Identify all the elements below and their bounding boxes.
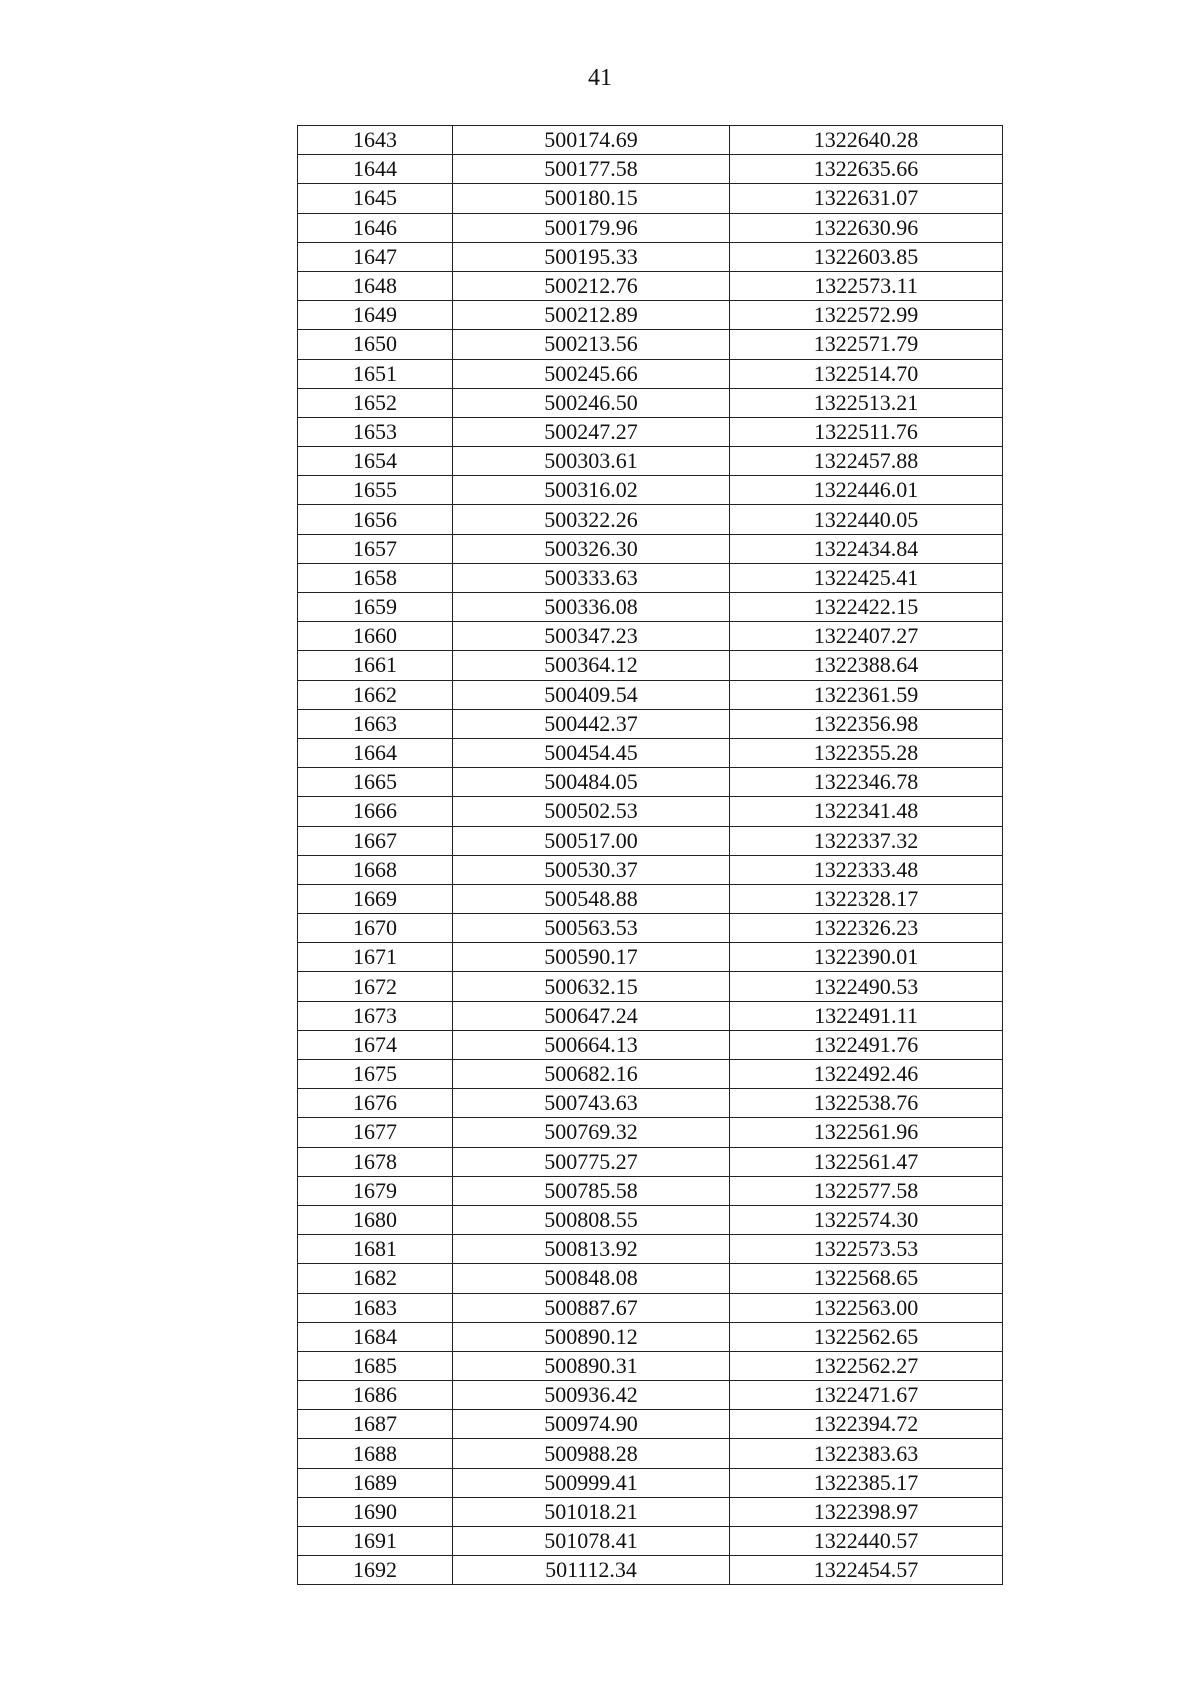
table-row (298, 1439, 1003, 1468)
point-number-cell: 1679 (298, 1176, 453, 1205)
point-number-cell: 1678 (298, 1147, 453, 1176)
table-row (298, 768, 1003, 797)
point-number-cell: 1658 (298, 563, 453, 592)
y-coordinate-cell: 1322492.46 (730, 1060, 1003, 1089)
table-row (298, 972, 1003, 1001)
point-number-cell: 1649 (298, 301, 453, 330)
y-coordinate-cell: 1322603.85 (730, 242, 1003, 271)
y-coordinate-cell: 1322361.59 (730, 680, 1003, 709)
y-coordinate-cell: 1322440.57 (730, 1527, 1003, 1556)
y-coordinate-cell: 1322640.28 (730, 126, 1003, 155)
y-coordinate-cell: 1322434.84 (730, 534, 1003, 563)
table-row (298, 1264, 1003, 1293)
x-coordinate-cell: 500322.26 (453, 505, 730, 534)
x-coordinate-cell: 500180.15 (453, 184, 730, 213)
x-coordinate-cell: 500364.12 (453, 651, 730, 680)
point-number-cell: 1683 (298, 1293, 453, 1322)
x-coordinate-cell: 500212.89 (453, 301, 730, 330)
x-coordinate-cell: 500890.31 (453, 1351, 730, 1380)
x-coordinate-cell: 500213.56 (453, 330, 730, 359)
x-coordinate-cell: 500177.58 (453, 155, 730, 184)
x-coordinate-cell: 500502.53 (453, 797, 730, 826)
x-coordinate-cell: 500808.55 (453, 1205, 730, 1234)
x-coordinate-cell: 500409.54 (453, 680, 730, 709)
table-row (298, 797, 1003, 826)
table-row (298, 534, 1003, 563)
point-number-cell: 1667 (298, 826, 453, 855)
point-number-cell: 1684 (298, 1322, 453, 1351)
table-row (298, 709, 1003, 738)
x-coordinate-cell: 500484.05 (453, 768, 730, 797)
y-coordinate-cell: 1322471.67 (730, 1381, 1003, 1410)
point-number-cell: 1661 (298, 651, 453, 680)
x-coordinate-cell: 500813.92 (453, 1235, 730, 1264)
point-number-cell: 1670 (298, 914, 453, 943)
point-number-cell: 1690 (298, 1497, 453, 1526)
table-row (298, 680, 1003, 709)
y-coordinate-cell: 1322385.17 (730, 1468, 1003, 1497)
table-row (298, 1176, 1003, 1205)
table-row (298, 884, 1003, 913)
table-row (298, 1089, 1003, 1118)
y-coordinate-cell: 1322577.58 (730, 1176, 1003, 1205)
point-number-cell: 1672 (298, 972, 453, 1001)
point-number-cell: 1651 (298, 359, 453, 388)
y-coordinate-cell: 1322562.65 (730, 1322, 1003, 1351)
y-coordinate-cell: 1322457.88 (730, 447, 1003, 476)
x-coordinate-cell: 500647.24 (453, 1001, 730, 1030)
table-row (298, 126, 1003, 155)
table-row (298, 1147, 1003, 1176)
y-coordinate-cell: 1322341.48 (730, 797, 1003, 826)
point-number-cell: 1643 (298, 126, 453, 155)
point-number-cell: 1685 (298, 1351, 453, 1380)
y-coordinate-cell: 1322394.72 (730, 1410, 1003, 1439)
point-number-cell: 1644 (298, 155, 453, 184)
x-coordinate-cell: 500590.17 (453, 943, 730, 972)
table-row (298, 447, 1003, 476)
x-coordinate-cell: 500195.33 (453, 242, 730, 271)
point-number-cell: 1647 (298, 242, 453, 271)
y-coordinate-cell: 1322538.76 (730, 1089, 1003, 1118)
x-coordinate-cell: 500212.76 (453, 271, 730, 300)
y-coordinate-cell: 1322561.96 (730, 1118, 1003, 1147)
point-number-cell: 1650 (298, 330, 453, 359)
y-coordinate-cell: 1322446.01 (730, 476, 1003, 505)
y-coordinate-cell: 1322356.98 (730, 709, 1003, 738)
point-number-cell: 1653 (298, 417, 453, 446)
x-coordinate-cell: 500517.00 (453, 826, 730, 855)
point-number-cell: 1691 (298, 1527, 453, 1556)
x-coordinate-cell: 500887.67 (453, 1293, 730, 1322)
x-coordinate-cell: 501018.21 (453, 1497, 730, 1526)
x-coordinate-cell: 500890.12 (453, 1322, 730, 1351)
point-number-cell: 1664 (298, 738, 453, 767)
table-row (298, 622, 1003, 651)
y-coordinate-cell: 1322337.32 (730, 826, 1003, 855)
point-number-cell: 1665 (298, 768, 453, 797)
table-row (298, 1205, 1003, 1234)
point-number-cell: 1659 (298, 593, 453, 622)
table-row (298, 1030, 1003, 1059)
point-number-cell: 1657 (298, 534, 453, 563)
y-coordinate-cell: 1322440.05 (730, 505, 1003, 534)
y-coordinate-cell: 1322568.65 (730, 1264, 1003, 1293)
x-coordinate-cell: 500174.69 (453, 126, 730, 155)
y-coordinate-cell: 1322454.57 (730, 1556, 1003, 1585)
table-row (298, 359, 1003, 388)
table-row (298, 826, 1003, 855)
table-row (298, 1322, 1003, 1351)
table-row (298, 184, 1003, 213)
point-number-cell: 1655 (298, 476, 453, 505)
y-coordinate-cell: 1322328.17 (730, 884, 1003, 913)
x-coordinate-cell: 501078.41 (453, 1527, 730, 1556)
x-coordinate-cell: 500999.41 (453, 1468, 730, 1497)
x-coordinate-cell: 500336.08 (453, 593, 730, 622)
x-coordinate-cell: 500530.37 (453, 855, 730, 884)
x-coordinate-cell: 500548.88 (453, 884, 730, 913)
y-coordinate-cell: 1322571.79 (730, 330, 1003, 359)
x-coordinate-cell: 500442.37 (453, 709, 730, 738)
y-coordinate-cell: 1322635.66 (730, 155, 1003, 184)
point-number-cell: 1668 (298, 855, 453, 884)
table-row (298, 1293, 1003, 1322)
page-number: 41 (588, 65, 612, 91)
coordinates-table (297, 125, 1003, 1585)
x-coordinate-cell: 501112.34 (453, 1556, 730, 1585)
point-number-cell: 1645 (298, 184, 453, 213)
y-coordinate-cell: 1322333.48 (730, 855, 1003, 884)
table-row (298, 1497, 1003, 1526)
y-coordinate-cell: 1322390.01 (730, 943, 1003, 972)
x-coordinate-cell: 500664.13 (453, 1030, 730, 1059)
y-coordinate-cell: 1322513.21 (730, 388, 1003, 417)
table-row (298, 213, 1003, 242)
table-row (298, 1060, 1003, 1089)
y-coordinate-cell: 1322388.64 (730, 651, 1003, 680)
x-coordinate-cell: 500988.28 (453, 1439, 730, 1468)
table-row (298, 1351, 1003, 1380)
x-coordinate-cell: 500326.30 (453, 534, 730, 563)
x-coordinate-cell: 500775.27 (453, 1147, 730, 1176)
y-coordinate-cell: 1322491.76 (730, 1030, 1003, 1059)
table-row (298, 593, 1003, 622)
table-row (298, 476, 1003, 505)
table-row (298, 1410, 1003, 1439)
y-coordinate-cell: 1322562.27 (730, 1351, 1003, 1380)
x-coordinate-cell: 500974.90 (453, 1410, 730, 1439)
x-coordinate-cell: 500682.16 (453, 1060, 730, 1089)
point-number-cell: 1682 (298, 1264, 453, 1293)
y-coordinate-cell: 1322355.28 (730, 738, 1003, 767)
table-row (298, 738, 1003, 767)
y-coordinate-cell: 1322383.63 (730, 1439, 1003, 1468)
y-coordinate-cell: 1322572.99 (730, 301, 1003, 330)
y-coordinate-cell: 1322631.07 (730, 184, 1003, 213)
table-row (298, 330, 1003, 359)
y-coordinate-cell: 1322422.15 (730, 593, 1003, 622)
point-number-cell: 1663 (298, 709, 453, 738)
table-row (298, 155, 1003, 184)
point-number-cell: 1652 (298, 388, 453, 417)
table-row (298, 1235, 1003, 1264)
y-coordinate-cell: 1322425.41 (730, 563, 1003, 592)
point-number-cell: 1688 (298, 1439, 453, 1468)
point-number-cell: 1646 (298, 213, 453, 242)
y-coordinate-cell: 1322490.53 (730, 972, 1003, 1001)
point-number-cell: 1689 (298, 1468, 453, 1497)
x-coordinate-cell: 500769.32 (453, 1118, 730, 1147)
point-number-cell: 1654 (298, 447, 453, 476)
table-row (298, 914, 1003, 943)
table-row (298, 1381, 1003, 1410)
y-coordinate-cell: 1322514.70 (730, 359, 1003, 388)
table-row (298, 651, 1003, 680)
point-number-cell: 1687 (298, 1410, 453, 1439)
table-row (298, 855, 1003, 884)
x-coordinate-cell: 500246.50 (453, 388, 730, 417)
point-number-cell: 1669 (298, 884, 453, 913)
y-coordinate-cell: 1322491.11 (730, 1001, 1003, 1030)
y-coordinate-cell: 1322573.11 (730, 271, 1003, 300)
point-number-cell: 1656 (298, 505, 453, 534)
x-coordinate-cell: 500848.08 (453, 1264, 730, 1293)
point-number-cell: 1660 (298, 622, 453, 651)
x-coordinate-cell: 500632.15 (453, 972, 730, 1001)
table-row (298, 943, 1003, 972)
point-number-cell: 1648 (298, 271, 453, 300)
x-coordinate-cell: 500179.96 (453, 213, 730, 242)
x-coordinate-cell: 500743.63 (453, 1089, 730, 1118)
table-row (298, 1556, 1003, 1585)
point-number-cell: 1692 (298, 1556, 453, 1585)
x-coordinate-cell: 500333.63 (453, 563, 730, 592)
y-coordinate-cell: 1322574.30 (730, 1205, 1003, 1234)
point-number-cell: 1686 (298, 1381, 453, 1410)
point-number-cell: 1666 (298, 797, 453, 826)
y-coordinate-cell: 1322511.76 (730, 417, 1003, 446)
x-coordinate-cell: 500563.53 (453, 914, 730, 943)
x-coordinate-cell: 500936.42 (453, 1381, 730, 1410)
y-coordinate-cell: 1322630.96 (730, 213, 1003, 242)
table-row (298, 301, 1003, 330)
x-coordinate-cell: 500316.02 (453, 476, 730, 505)
point-number-cell: 1680 (298, 1205, 453, 1234)
table-row (298, 388, 1003, 417)
y-coordinate-cell: 1322563.00 (730, 1293, 1003, 1322)
y-coordinate-cell: 1322346.78 (730, 768, 1003, 797)
point-number-cell: 1675 (298, 1060, 453, 1089)
table-row (298, 563, 1003, 592)
x-coordinate-cell: 500247.27 (453, 417, 730, 446)
table-row (298, 1468, 1003, 1497)
x-coordinate-cell: 500454.45 (453, 738, 730, 767)
point-number-cell: 1674 (298, 1030, 453, 1059)
y-coordinate-cell: 1322561.47 (730, 1147, 1003, 1176)
point-number-cell: 1681 (298, 1235, 453, 1264)
table-row (298, 242, 1003, 271)
point-number-cell: 1673 (298, 1001, 453, 1030)
x-coordinate-cell: 500303.61 (453, 447, 730, 476)
table-row (298, 271, 1003, 300)
x-coordinate-cell: 500785.58 (453, 1176, 730, 1205)
point-number-cell: 1662 (298, 680, 453, 709)
point-number-cell: 1671 (298, 943, 453, 972)
table-row (298, 417, 1003, 446)
x-coordinate-cell: 500245.66 (453, 359, 730, 388)
table-row (298, 1118, 1003, 1147)
y-coordinate-cell: 1322398.97 (730, 1497, 1003, 1526)
table-row (298, 1527, 1003, 1556)
y-coordinate-cell: 1322326.23 (730, 914, 1003, 943)
point-number-cell: 1677 (298, 1118, 453, 1147)
point-number-cell: 1676 (298, 1089, 453, 1118)
table-row (298, 505, 1003, 534)
x-coordinate-cell: 500347.23 (453, 622, 730, 651)
table-row (298, 1001, 1003, 1030)
y-coordinate-cell: 1322407.27 (730, 622, 1003, 651)
coordinates-table-body (298, 126, 1003, 1585)
y-coordinate-cell: 1322573.53 (730, 1235, 1003, 1264)
